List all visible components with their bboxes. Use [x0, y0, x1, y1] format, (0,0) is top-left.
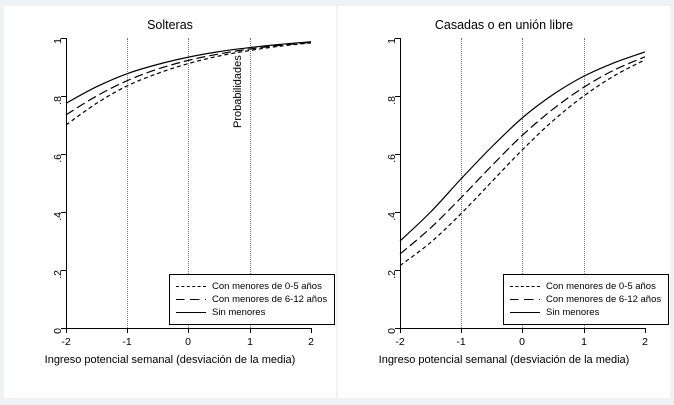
- legend-label: Con menores de 6-12 años: [546, 294, 662, 305]
- chart-panel-solteras: [4, 6, 336, 398]
- x-tick-2-left: [311, 328, 312, 333]
- y-tick-label-2-left: .2: [52, 270, 64, 279]
- x-axis-line-right: [400, 328, 646, 329]
- legend-right: [503, 274, 669, 325]
- legend-item: [176, 293, 327, 306]
- panel-title-left: Solteras: [147, 18, 193, 32]
- y-tick-label-8-right: .8: [386, 96, 398, 105]
- legend-key-longdash-icon: [176, 299, 206, 301]
- y-tick-label-4-left: .4: [52, 212, 64, 221]
- x-tick-label-1-left: 1: [247, 336, 253, 348]
- legend-item: [510, 293, 661, 306]
- x-tick--2-right: [400, 328, 401, 333]
- legend-item: [176, 306, 327, 319]
- series-line: [400, 52, 645, 241]
- x-tick-label--2-left: -2: [61, 336, 71, 348]
- x-tick-label-2-left: 2: [308, 336, 314, 348]
- x-tick-2-right: [645, 328, 646, 333]
- y-tick-label-6-left: .6: [52, 154, 64, 163]
- y-axis-title-left: Probabilidades: [232, 55, 244, 128]
- legend-key-dashed-icon: [510, 286, 540, 288]
- x-tick-1-right: [584, 328, 585, 333]
- x-tick--1-right: [461, 328, 462, 333]
- x-tick-label--2-right: -2: [395, 336, 405, 348]
- y-tick-label-2-right: .2: [386, 270, 398, 279]
- y-tick-label-0-right: 0: [386, 328, 398, 334]
- x-tick-0-right: [522, 328, 523, 333]
- series-line: [66, 42, 311, 115]
- legend-item: [510, 306, 661, 319]
- legend-left: [169, 274, 335, 325]
- legend-key-solid-icon: [510, 312, 540, 314]
- x-axis-title-right: Ingreso potencial semanal (desviación de la media): [378, 354, 630, 366]
- y-tick-label-8-left: .8: [52, 96, 64, 105]
- x-tick-label-0-left: 0: [185, 336, 191, 348]
- panel-title-right: Casadas o en unión libre: [434, 18, 574, 32]
- x-axis-title-left: Ingreso potencial semanal (desviación de la media): [44, 354, 296, 366]
- x-tick--1-left: [127, 328, 128, 333]
- legend-key-solid-icon: [176, 312, 206, 314]
- x-tick-label-0-right: 0: [519, 336, 525, 348]
- legend-label: Sin menores: [546, 307, 600, 318]
- y-tick-label-0-left: 0: [52, 328, 64, 334]
- y-tick-label-10-right: 1: [386, 38, 398, 44]
- x-tick-label--1-left: -1: [122, 336, 132, 348]
- x-tick-label-1-right: 1: [581, 336, 587, 348]
- legend-label: Sin menores: [212, 307, 266, 318]
- x-tick-0-left: [188, 328, 189, 333]
- series-line: [66, 42, 311, 103]
- legend-key-longdash-icon: [510, 299, 540, 301]
- y-tick-label-4-right: .4: [386, 212, 398, 221]
- x-tick-1-left: [250, 328, 251, 333]
- x-tick-label-2-right: 2: [642, 336, 648, 348]
- legend-item: [510, 280, 661, 293]
- legend-item: [176, 280, 327, 293]
- series-line: [400, 60, 645, 266]
- legend-label: Con menores de 0-5 años: [546, 281, 656, 292]
- y-tick-label-6-right: .6: [386, 154, 398, 163]
- series-line: [400, 57, 645, 254]
- chart-panel-casadas: [338, 6, 670, 398]
- legend-label: Con menores de 6-12 años: [212, 294, 328, 305]
- legend-key-dashed-icon: [176, 286, 206, 288]
- y-tick-label-10-left: 1: [52, 38, 64, 44]
- legend-label: Con menores de 0-5 años: [212, 281, 322, 292]
- x-axis-line-left: [66, 328, 312, 329]
- x-tick--2-left: [66, 328, 67, 333]
- x-tick-label--1-right: -1: [456, 336, 466, 348]
